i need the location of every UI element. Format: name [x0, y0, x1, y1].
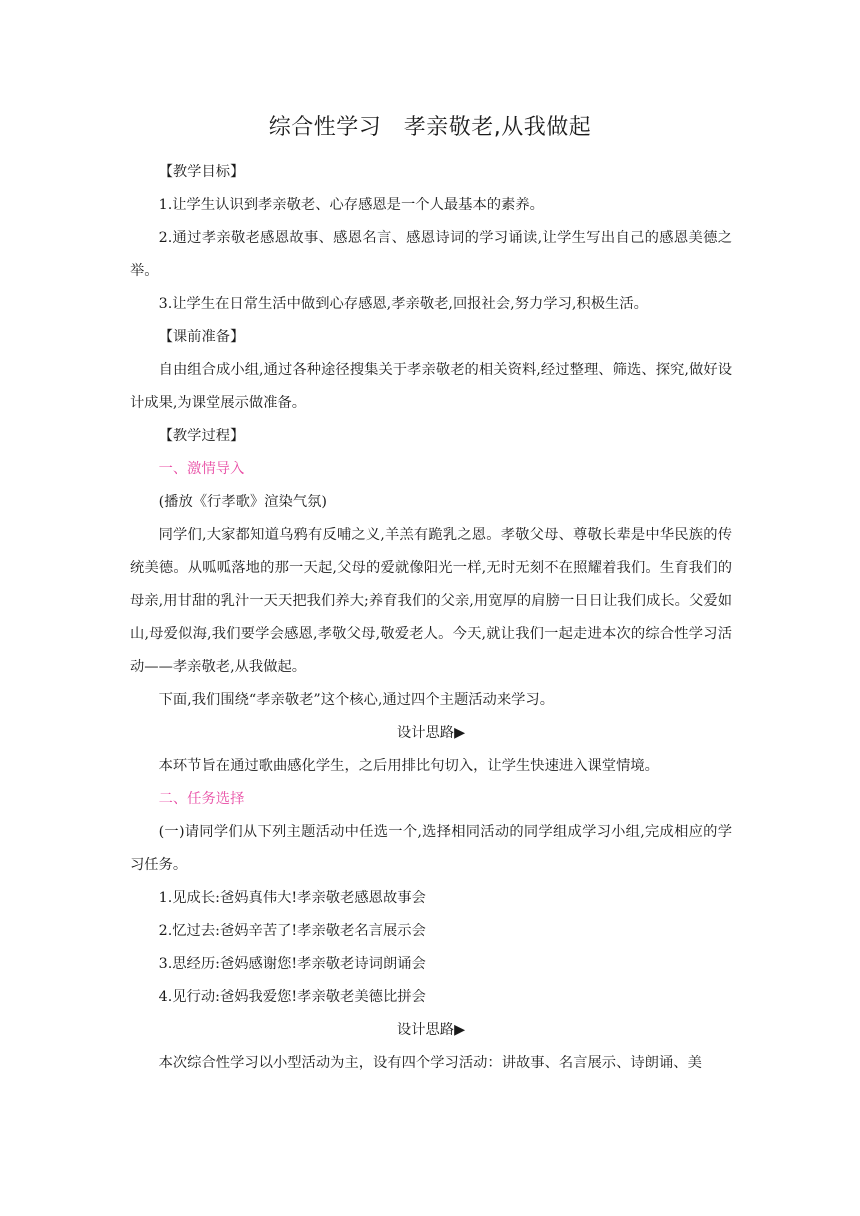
prep-heading: 【课前准备】: [158, 329, 245, 345]
task-item-4: 4.见行动:爸妈我爱您!孝亲敬老美德比拼会: [158, 989, 426, 1005]
task-item-1: 1.见成长:爸妈真伟大!孝亲敬老感恩故事会: [158, 890, 426, 906]
step1-paragraph-2: 下面,我们围绕“孝亲敬老”这个核心,通过四个主题活动来学习。: [158, 692, 555, 708]
document-body: [130, 156, 732, 1080]
step2-heading: 二、任务选择: [158, 791, 245, 807]
step1-paragraph-1: 同学们,大家都知道乌鸦有反哺之义,羊羔有跪乳之恩。孝敬父母、尊敬长辈是中华民族的传统美德。从呱呱落地的那一天起,父母的爱就像阳光一样,无时无刻不在照耀着我们。生育我们的母亲,用甘甜的乳汁一天天把我们养大;养育我们的父亲,用宽厚的肩膀一日日让我们成长。父爱如山,母爱似海,我们要学会感恩,孝敬父母,敬爱老人。今天,就让我们一起走进本次的综合性学习活动——孝亲敬老,从我做起。: [130, 527, 732, 675]
goals-heading: 【教学目标】: [158, 164, 245, 180]
goal-item-3: 3.让学生在日常生活中做到心存感恩,孝亲敬老,回报社会,努力学习,积极生活。: [158, 296, 648, 312]
goal-item-2: 2.通过孝亲敬老感恩故事、感恩名言、感恩诗词的学习诵读,让学生写出自己的感恩美德之举。: [130, 230, 732, 279]
step1-heading: 一、激情导入: [158, 461, 245, 477]
step2-intro: (一)请同学们从下列主题活动中任选一个,选择相同活动的同学组成学习小组,完成相应的学习任务。: [130, 824, 732, 873]
page-title: 综合性学习 孝亲敬老,从我做起: [268, 115, 592, 140]
design-label-1: 设计思路▶: [396, 725, 466, 741]
goal-item-1: 1.让学生认识到孝亲敬老、心存感恩是一个人最基本的素养。: [158, 197, 544, 213]
step1-note: (播放《行孝歌》渲染气氛): [158, 494, 328, 510]
design-text-2: 本次综合性学习以小型活动为主，设有四个学习活动：讲故事、名言展示、诗朗诵、美: [158, 1055, 702, 1071]
task-item-3: 3.思经历:爸妈感谢您!孝亲敬老诗词朗诵会: [158, 956, 426, 972]
design-text-1: 本环节旨在通过歌曲感化学生，之后用排比句切入，让学生快速进入课堂情境。: [158, 758, 659, 774]
design-label-2: 设计思路▶: [396, 1022, 466, 1038]
prep-paragraph: 自由组合成小组,通过各种途径搜集关于孝亲敬老的相关资料,经过整理、筛选、探究,做好设计成果,为课堂展示做准备。: [130, 362, 732, 411]
process-heading: 【教学过程】: [158, 428, 245, 444]
task-item-2: 2.忆过去:爸妈辛苦了!孝亲敬老名言展示会: [158, 923, 426, 939]
